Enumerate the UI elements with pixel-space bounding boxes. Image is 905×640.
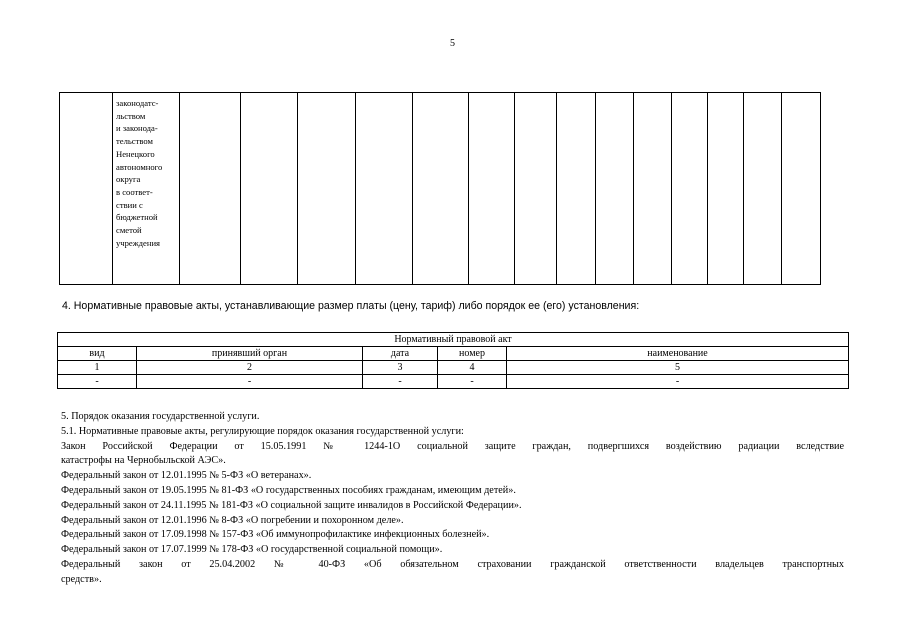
section4-heading: 4. Нормативные правовые акты, устанавливающие размер платы (цену, тариф) либо порядок ее (его) установления: (62, 300, 640, 312)
header-date: дата (363, 347, 438, 361)
continuation-cell-text (113, 93, 179, 249)
normative-acts-table (57, 332, 849, 389)
cell-line: бюджетной (116, 212, 158, 223)
header-issuing-body: принявший орган (137, 347, 363, 361)
header-number: номер (438, 347, 507, 361)
column-number: 5 (507, 361, 849, 375)
table-cell (596, 93, 634, 285)
table-cell (634, 93, 672, 285)
law-item (61, 558, 844, 588)
cell-line: сметой (116, 225, 142, 236)
table-cell: - (58, 375, 137, 389)
law-line: Федеральный закон от 25.04.2002 № 40-ФЗ «Об обязательном страховании гражданской ответственности владельцев транспортных (61, 558, 844, 570)
column-number: 4 (438, 361, 507, 375)
section5-subtitle: 5.1. Нормативные правовые акты, регулирующие порядок оказания государственной услуги: (61, 425, 464, 437)
table-cell (782, 93, 821, 285)
cell-line: ствии с (116, 199, 143, 210)
header-name: наименование (507, 347, 849, 361)
table-cell (180, 93, 241, 285)
law-item: Федеральный закон от 17.09.1998 № 157-ФЗ «Об иммунопрофилактике инфекционных болезней». (61, 529, 490, 541)
column-number: 1 (58, 361, 137, 375)
cell-line: в соответ- (116, 186, 153, 197)
cell-line: льством (116, 110, 146, 121)
table-row (58, 361, 849, 375)
header-type: вид (58, 347, 137, 361)
law-item: Федеральный закон от 17.07.1999 № 178-ФЗ «О государственной социальной помощи». (61, 544, 443, 556)
table-cell (298, 93, 356, 285)
table-cell: - (507, 375, 849, 389)
table-cell: - (363, 375, 438, 389)
law-line: Закон Российской Федерации от 15.05.1991 № 1244-1О социальной защите граждан, подвергшихся воздействию радиации вследствие (61, 440, 844, 452)
table-cell: - (438, 375, 507, 389)
column-number: 3 (363, 361, 438, 375)
cell-line: учреждения (116, 237, 161, 248)
law-item: Федеральный закон от 24.11.1995 № 181-ФЗ «О социальной защите инвалидов в Российской Федерации». (61, 499, 522, 511)
table-cell (744, 93, 782, 285)
table-cell (557, 93, 596, 285)
table-cell (515, 93, 557, 285)
law-line: катастрофы на Чернобыльской АЭС». (61, 455, 226, 467)
law-item: Федеральный закон от 12.01.1995 № 5-ФЗ «О ветеранах». (61, 470, 312, 482)
table-title: Нормативный правовой акт (58, 333, 849, 347)
table-cell (672, 93, 708, 285)
table-row (58, 333, 849, 347)
table-row (60, 93, 821, 285)
cell-line: Ненецкого (116, 148, 155, 159)
table-cell (60, 93, 113, 285)
cell-line: автономного (116, 161, 163, 172)
table-cell (241, 93, 298, 285)
section5-title: 5. Порядок оказания государственной услуги. (61, 411, 260, 422)
page-number: 5 (450, 38, 455, 49)
table-cell: - (137, 375, 363, 389)
table-header-row (58, 347, 849, 361)
table-row (58, 375, 849, 389)
cell-line: округа (116, 174, 141, 185)
table-cell (113, 93, 180, 285)
law-item: Федеральный закон от 19.05.1995 № 81-ФЗ «О государственных пособиях гражданам, имеющим детей». (61, 484, 516, 496)
cell-line: и законода- (116, 123, 158, 134)
cell-line: законодатс- (116, 98, 159, 108)
table-cell (356, 93, 413, 285)
table-cell (413, 93, 469, 285)
column-number: 2 (137, 361, 363, 375)
law-item (61, 440, 844, 470)
continuation-table (59, 92, 821, 285)
cell-line: тельством (116, 136, 153, 147)
section5 (61, 410, 844, 588)
law-item: Федеральный закон от 12.01.1996 № 8-ФЗ «О погребении и похоронном деле». (61, 514, 404, 526)
table-cell (708, 93, 744, 285)
table-cell (469, 93, 515, 285)
law-line: средств». (61, 573, 102, 585)
